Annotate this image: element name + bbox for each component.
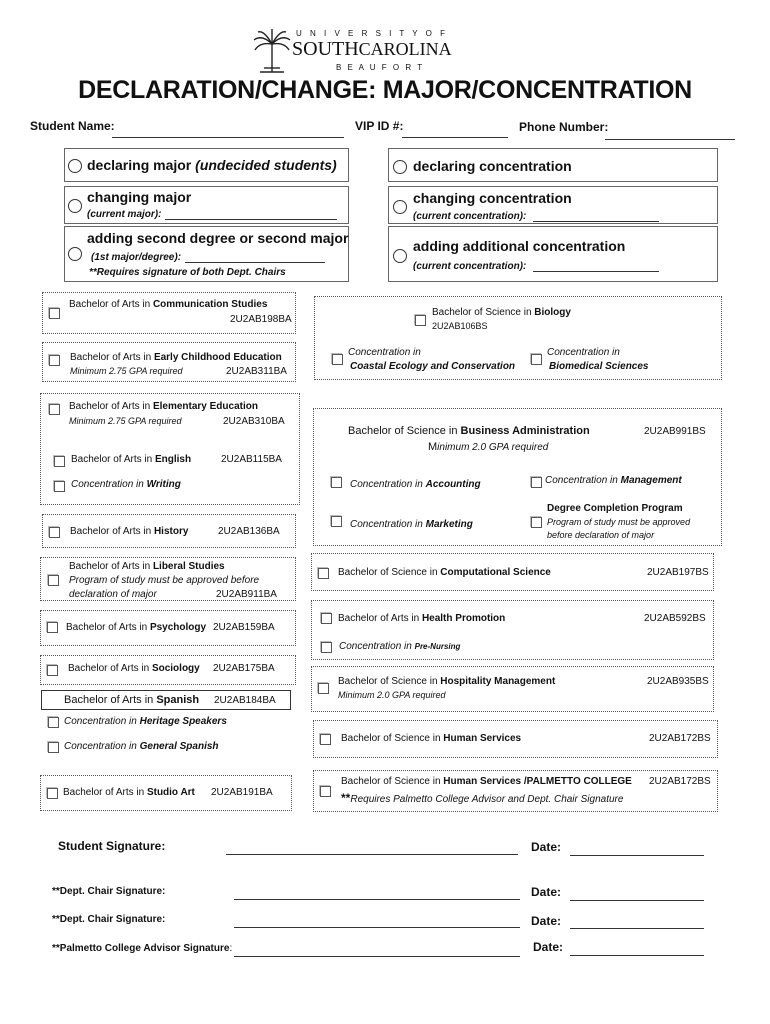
declaring-major-radio[interactable]: [68, 159, 82, 173]
sociology-label: Bachelor of Arts in Sociology: [68, 663, 200, 674]
student-signature-field[interactable]: [226, 854, 518, 855]
human-services-label: Bachelor of Science in Human Services: [341, 733, 522, 744]
communication-studies-code: 2U2AB198BA: [230, 314, 292, 325]
coastal-ecology-checkbox[interactable]: [332, 354, 343, 365]
degree-completion-title: Degree Completion Program: [547, 503, 683, 514]
advisor-date-label: Date:: [533, 940, 564, 954]
psychology-checkbox[interactable]: [47, 622, 58, 633]
early-childhood-code: 2U2AB311BA: [226, 366, 287, 377]
elementary-education-checkbox[interactable]: [49, 404, 60, 415]
option-changing-concentration: [388, 186, 718, 224]
program-computational-science: [311, 553, 714, 591]
general-spanish-label: Concentration in General Spanish: [64, 741, 219, 752]
first-major-label: (1st major/degree):: [91, 252, 182, 263]
chair-signature-1-label: **Dept. Chair Signature:: [52, 886, 166, 897]
studio-art-checkbox[interactable]: [47, 788, 58, 799]
business-admin-code: 2U2AB991BS: [644, 426, 706, 437]
elementary-education-label: Bachelor of Arts in Elementary Education: [69, 401, 258, 412]
changing-major-label: changing major: [87, 189, 192, 205]
declaring-concentration-label: declaring concentration: [413, 158, 572, 174]
option-changing-major: [64, 186, 349, 224]
sociology-code: 2U2AB175BA: [213, 663, 275, 674]
declaring-concentration-radio[interactable]: [393, 160, 407, 174]
heritage-speakers-label: Concentration in Heritage Speakers: [64, 716, 227, 727]
history-checkbox[interactable]: [49, 527, 60, 538]
declaring-major-label: declaring major (undecided students): [87, 157, 337, 173]
hospitality-gpa: Minimum 2.0 GPA required: [338, 690, 446, 700]
biomedical-sciences-label: Concentration in: [547, 347, 620, 358]
chair-1-date-label: Date:: [531, 885, 562, 899]
current-major-field[interactable]: [165, 219, 337, 220]
english-label: Bachelor of Arts in English: [71, 454, 192, 465]
adding-degree-radio[interactable]: [68, 247, 82, 261]
program-psychology: [40, 610, 296, 646]
human-services-palmetto-code: 2U2AB172BS: [649, 776, 711, 787]
phone-field[interactable]: [605, 139, 735, 140]
liberal-studies-note: Program of study must be approved before: [69, 575, 260, 586]
business-admin-label: Bachelor of Science in Business Administration: [348, 425, 590, 437]
liberal-studies-note-2: declaration of major: [69, 589, 157, 600]
program-human-services-palmetto: [313, 770, 718, 812]
program-studio-art: [40, 775, 292, 811]
adding-concentration-label: adding additional concentration: [413, 238, 626, 254]
program-history: [42, 514, 296, 548]
student-name-label: Student Name:: [30, 119, 115, 133]
biology-label: Bachelor of Science in Biology: [432, 307, 571, 318]
heritage-speakers-checkbox[interactable]: [48, 717, 59, 728]
program-human-services: [313, 720, 718, 758]
program-sociology: [40, 655, 296, 685]
marketing-label: Concentration in Marketing: [350, 519, 473, 530]
logo-wordmark: SOUTHCAROLINA: [292, 38, 452, 60]
program-liberal-studies: [40, 557, 296, 601]
liberal-studies-label: Bachelor of Arts in Liberal Studies: [69, 561, 225, 572]
sociology-checkbox[interactable]: [47, 665, 58, 676]
early-childhood-gpa: Minimum 2.75 GPA required: [70, 366, 183, 376]
spanish-code: 2U2AB184BA: [214, 695, 276, 706]
spanish-label: Bachelor of Arts in Spanish: [64, 694, 200, 706]
coastal-ecology-name: Coastal Ecology and Conservation: [350, 361, 516, 372]
palmetto-requirement-note: **Requires Palmetto College Advisor and Dept. Chair Signature: [341, 791, 624, 805]
changing-major-radio[interactable]: [68, 199, 82, 213]
liberal-studies-code: 2U2AB911BA: [216, 589, 277, 600]
current-concentration-label: (current concentration):: [413, 211, 527, 222]
group-health-promotion: [311, 600, 714, 660]
chair-signature-2-field[interactable]: [234, 927, 520, 928]
human-services-code: 2U2AB172BS: [649, 733, 711, 744]
biomedical-sciences-name: Biomedical Sciences: [549, 361, 649, 372]
biology-checkbox[interactable]: [415, 315, 426, 326]
current-concentration2-label: (current concentration):: [413, 261, 527, 272]
campus-name: B E A U F O R T: [336, 63, 425, 72]
computational-science-code: 2U2AB197BS: [647, 567, 709, 578]
program-early-childhood: [42, 342, 296, 382]
pre-nursing-label: Concentration in Pre-Nursing: [339, 641, 461, 652]
writing-checkbox[interactable]: [54, 481, 65, 492]
history-label: Bachelor of Arts in History: [70, 526, 189, 537]
chair-2-date-field[interactable]: [570, 928, 704, 929]
degree-completion-note: Program of study must be approved: [547, 517, 691, 527]
adding-degree-label: adding second degree or second major: [87, 230, 349, 246]
degree-completion-checkbox[interactable]: [531, 517, 542, 528]
accounting-label: Concentration in Accounting: [350, 479, 481, 490]
psychology-code: 2U2AB159BA: [213, 622, 275, 633]
chair-1-date-field[interactable]: [570, 900, 704, 901]
writing-label: Concentration in Writing: [71, 479, 181, 490]
marketing-checkbox[interactable]: [331, 516, 342, 527]
university-line: U N I V E R S I T Y O F: [296, 29, 448, 38]
early-childhood-label: Bachelor of Arts in Early Childhood Education: [70, 352, 282, 363]
coastal-ecology-label: Concentration in: [348, 347, 421, 358]
liberal-studies-checkbox[interactable]: [48, 575, 59, 586]
chair-signature-2-label: **Dept. Chair Signature:: [52, 914, 166, 925]
program-communication-studies: [42, 292, 296, 334]
option-adding-concentration: [388, 226, 718, 282]
student-date-field[interactable]: [570, 855, 704, 856]
human-services-checkbox[interactable]: [320, 734, 331, 745]
option-declaring-concentration: [388, 148, 718, 182]
english-code: 2U2AB115BA: [221, 454, 282, 465]
accounting-checkbox[interactable]: [331, 477, 342, 488]
first-major-field[interactable]: [185, 262, 325, 263]
biology-code: 2U2AB106BS: [432, 321, 488, 331]
current-concentration2-field[interactable]: [533, 271, 659, 272]
hospitality-checkbox[interactable]: [318, 683, 329, 694]
human-services-palmetto-label: Bachelor of Science in Human Services /PALMETTO COLLEGE: [341, 776, 632, 787]
page-title: DECLARATION/CHANGE: MAJOR/CONCENTRATION: [78, 76, 692, 104]
hospitality-code: 2U2AB935BS: [647, 676, 709, 687]
vip-id-label: VIP ID #:: [355, 119, 404, 133]
advisor-signature-field[interactable]: [234, 956, 520, 957]
degree-completion-note-2: before declaration of major: [547, 530, 655, 540]
history-code: 2U2AB136BA: [218, 526, 280, 537]
pre-nursing-checkbox[interactable]: [321, 642, 332, 653]
health-promotion-checkbox[interactable]: [321, 613, 332, 624]
option-declaring-major: [64, 148, 349, 182]
option-adding-degree: [64, 226, 349, 282]
phone-label: Phone Number:: [519, 120, 609, 134]
group-biology: [314, 296, 722, 380]
student-signature-label: Student Signature:: [58, 839, 166, 853]
hospitality-label: Bachelor of Science in Hospitality Management: [338, 676, 556, 687]
program-hospitality: [311, 666, 714, 712]
chair-2-date-label: Date:: [531, 914, 562, 928]
student-date-label: Date:: [531, 840, 562, 854]
changing-concentration-radio[interactable]: [393, 200, 407, 214]
general-spanish-checkbox[interactable]: [48, 742, 59, 753]
computational-science-checkbox[interactable]: [318, 568, 329, 579]
requires-both-chairs-note: **Requires signature of both Dept. Chairs: [89, 267, 286, 278]
management-checkbox[interactable]: [531, 477, 542, 488]
health-promotion-code: 2U2AB592BS: [644, 613, 706, 624]
palmetto-tree-icon: [252, 28, 292, 74]
vip-id-field[interactable]: [402, 137, 508, 138]
communication-studies-checkbox[interactable]: [49, 308, 60, 319]
management-label: Concentration in Management: [545, 475, 682, 486]
business-admin-gpa: Minimum 2.0 GPA required: [428, 441, 549, 453]
current-concentration-field[interactable]: [533, 221, 659, 222]
current-major-label: (current major):: [87, 209, 162, 220]
biomedical-sciences-checkbox[interactable]: [531, 354, 542, 365]
chair-signature-1-field[interactable]: [234, 899, 520, 900]
adding-concentration-radio[interactable]: [393, 249, 407, 263]
studio-art-code: 2U2AB191BA: [211, 787, 273, 798]
human-services-palmetto-checkbox[interactable]: [320, 786, 331, 797]
health-promotion-label: Bachelor of Arts in Health Promotion: [338, 613, 506, 624]
psychology-label: Bachelor of Arts in Psychology: [66, 622, 207, 633]
group-elementary-english: [40, 393, 300, 505]
studio-art-label: Bachelor of Arts in Studio Art: [63, 787, 195, 798]
changing-concentration-label: changing concentration: [413, 190, 572, 206]
early-childhood-checkbox[interactable]: [49, 355, 60, 366]
communication-studies-label: Bachelor of Arts in Communication Studies: [69, 299, 268, 310]
student-name-field[interactable]: [112, 137, 344, 138]
computational-science-label: Bachelor of Science in Computational Science: [338, 567, 551, 578]
group-business: [313, 408, 722, 546]
elementary-education-gpa: Minimum 2.75 GPA required: [69, 416, 182, 426]
program-spanish: [41, 690, 291, 710]
advisor-date-field[interactable]: [570, 955, 704, 956]
english-checkbox[interactable]: [54, 456, 65, 467]
advisor-signature-label: **Palmetto College Advisor Signature:: [52, 943, 233, 954]
elementary-education-code: 2U2AB310BA: [223, 416, 285, 427]
